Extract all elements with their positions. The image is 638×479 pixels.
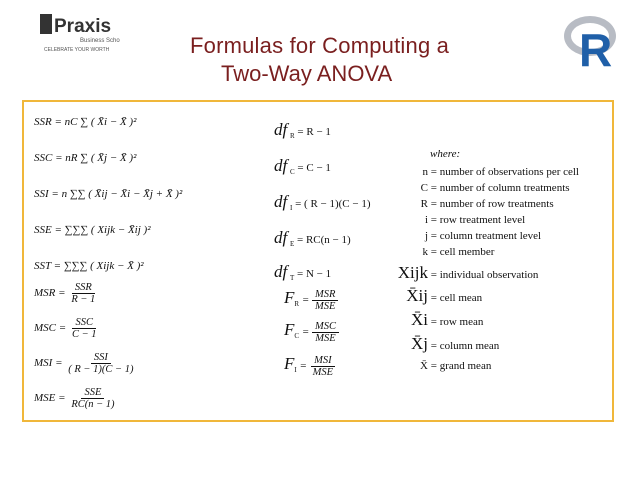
legend-where: where: — [430, 148, 461, 160]
df-e: df $_E$ = RC(n − 1) — [274, 228, 351, 249]
legend-item: Xijk = individual observation — [397, 263, 539, 282]
legend-item: k = cell member — [422, 246, 495, 258]
formula-mse: MSE = $\frac{\text{SSE}}{RC(n - 1)}$ — [34, 387, 115, 410]
f-i: $F_I$ = $\frac{\text{MSI}}{\text{MSE}}$ — [284, 354, 334, 378]
legend-item: C = number of column treatments — [420, 182, 570, 194]
legend-item: R = number of row treatments — [420, 198, 554, 210]
praxis-logo — [38, 10, 120, 54]
r-logo — [562, 10, 618, 70]
formula-sse: SSE = ∑∑∑ ( Xijk − X̄ij )² — [34, 224, 151, 236]
legend-item: n = number of observations per cell — [422, 166, 579, 178]
formula-msc: MSC = $\frac{\text{SSC}}{C - 1}$ — [34, 317, 97, 340]
legend-item: X̄ij = cell mean — [406, 286, 483, 305]
df-c: df $_C$ = C − 1 — [274, 156, 331, 177]
formula-sst: SST = ∑∑∑ ( Xijk − X̄ )² — [34, 260, 144, 272]
df-r: df $_R$ = R − 1 — [274, 120, 331, 141]
logo-sub2: CELEBRATE YOUR WORTH — [44, 47, 110, 53]
slide-title-line2: Two-Way ANOVA — [221, 61, 393, 86]
logo-text: Praxis — [54, 16, 112, 37]
df-t: df $_T$ = N − 1 — [274, 262, 332, 283]
formula-ssi: SSI = n ∑∑ ( X̄ij − X̄i − X̄j + X̄ )² — [34, 188, 183, 200]
logo-sub1: Business School — [80, 38, 120, 44]
legend-item: X̄i = row mean — [411, 310, 484, 329]
f-c: $F_C$ = $\frac{\text{MSC}}{\text{MSE}}$ — [284, 320, 339, 344]
formula-ssr: SSR = nC ∑ ( X̄i − X̄ )² — [34, 116, 137, 128]
formula-msi: MSI = $\frac{\text{SSI}}{( R - 1)(C - 1)}$ — [34, 352, 134, 375]
f-r: $F_R$ = $\frac{\text{MSR}}{\text{MSE}}$ — [284, 288, 338, 312]
formula-msr: MSR = $\frac{\text{SSR}}{R - 1}$ — [34, 282, 96, 305]
slide-title-line1: Formulas for Computing a — [190, 33, 450, 58]
legend-item: i = row treatment level — [424, 214, 526, 226]
legend-item: j = column treatment level — [424, 230, 542, 242]
df-i: df $_I$ = ( R − 1)(C − 1) — [274, 192, 371, 213]
legend-item: X̄ = grand mean — [420, 360, 492, 372]
formula-ssc: SSC = nR ∑ ( X̄j − X̄ )² — [34, 152, 137, 164]
r-logo-letter: R — [579, 24, 613, 70]
legend-item: X̄j = column mean — [411, 334, 500, 353]
formula-box — [22, 100, 614, 422]
